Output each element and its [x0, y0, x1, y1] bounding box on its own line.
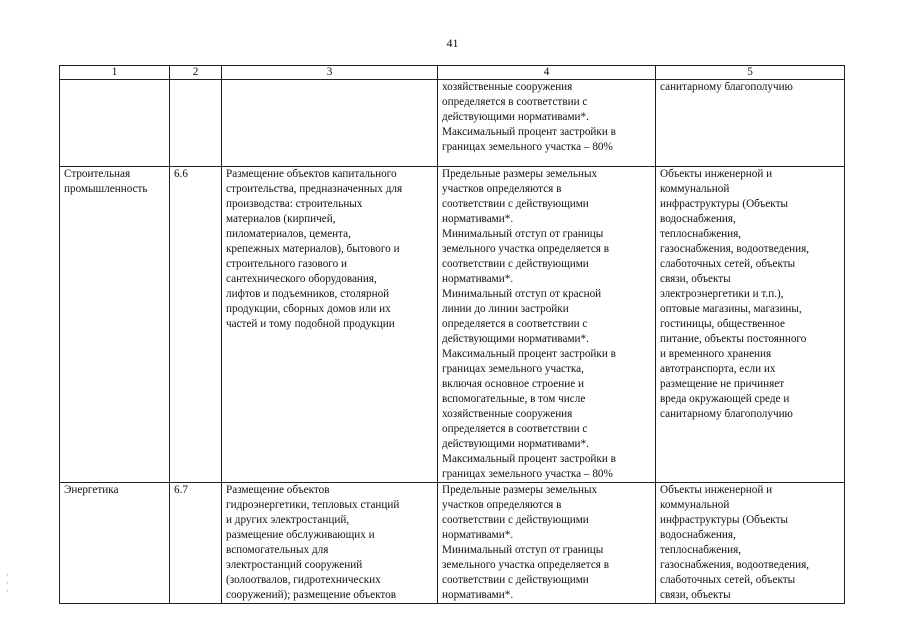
- cell-text-line: Строительная: [64, 168, 131, 180]
- cell-text-line: земельного участка определяется в: [442, 243, 610, 255]
- cell-text-line: Объекты инженерной и: [660, 168, 773, 180]
- cell-text-line: автотранспорта, если их: [660, 363, 776, 375]
- cell-text-line: 6.7: [174, 484, 188, 496]
- cell-text-line: электростанций сооружений: [226, 559, 363, 571]
- cell-use-code: [170, 483, 222, 604]
- cell-text-line: 6.6: [174, 168, 188, 180]
- cell-text-line: нормативами*.: [442, 213, 514, 225]
- cell-permitted-uses: [656, 167, 845, 483]
- cell-text-line: включая основное строение и: [442, 378, 584, 390]
- cell-text-line: участков определяются в: [442, 499, 562, 511]
- cell-text-line: Максимальный процент застройки в: [442, 126, 616, 138]
- table-row-continuation: [60, 80, 845, 167]
- cell-text-line: нормативами*.: [442, 589, 514, 601]
- cell-text-line: связи, объекты: [660, 273, 731, 285]
- cell-text-line: инфраструктуры (Объекты: [660, 514, 789, 526]
- cell-text-line: вреда окружающей среде и: [660, 393, 790, 405]
- cell-text-line: соответствии с действующими: [442, 574, 589, 586]
- cell-text-line: строительного газового и: [226, 258, 347, 270]
- cell-permitted-uses: [656, 483, 845, 604]
- cell-text-line: вспомогательные, в том числе: [442, 393, 586, 405]
- cell-text-line: материалов (кирпичей,: [226, 213, 336, 225]
- cell-text-line: и временного хранения: [660, 348, 772, 360]
- cell-text-line: сооружений); размещение объектов: [226, 589, 397, 601]
- cell-text-line: нормативами*.: [442, 529, 514, 541]
- cell-text-line: определяется в соответствии с: [442, 423, 588, 435]
- cell-text-line: участков определяются в: [442, 183, 562, 195]
- cell-text-line: сантехнического оборудования,: [226, 273, 377, 285]
- cell-text-line: Максимальный процент застройки в: [442, 348, 616, 360]
- cell-text-line: Размещение объектов: [226, 484, 330, 496]
- cell-text-line: Энергетика: [64, 484, 119, 496]
- cell-text-line: Максимальный процент застройки в: [442, 453, 616, 465]
- cell-use-code: [170, 167, 222, 483]
- cell-text-line: слаботочных сетей, объекты: [660, 258, 796, 270]
- cell-permitted-uses: [656, 80, 845, 167]
- cell-text-line: определяется в соответствии с: [442, 318, 588, 330]
- cell-text-line: теплоснабжения,: [660, 544, 742, 556]
- cell-text-line: хозяйственные сооружения: [442, 81, 573, 93]
- cell-text-line: Минимальный отступ от границы: [442, 228, 604, 240]
- cell-text-line: размещение обслуживающих и: [226, 529, 375, 541]
- cell-text-line: коммунальной: [660, 183, 730, 195]
- cell-text-line: крепежных материалов), бытового и: [226, 243, 400, 255]
- header-col-4: 4: [438, 66, 656, 80]
- cell-text-line: линии до линии застройки: [442, 303, 569, 315]
- cell-text-line: соответствии с действующими: [442, 514, 589, 526]
- cell-use-name: [60, 167, 170, 483]
- cell-text-line: границах земельного участка – 80%: [442, 468, 613, 480]
- table-row-construction-industry: [60, 167, 845, 483]
- cell-text-line: вспомогательных для: [226, 544, 329, 556]
- cell-parameters: [438, 167, 656, 483]
- header-col-2: 2: [170, 66, 222, 80]
- header-col-1: 1: [60, 66, 170, 80]
- cell-text-line: Минимальный отступ от границы: [442, 544, 604, 556]
- cell-text-line: Объекты инженерной и: [660, 484, 773, 496]
- cell-text-line: коммунальной: [660, 499, 730, 511]
- cell-use-description: [222, 483, 438, 604]
- header-row: [60, 66, 845, 80]
- cell-text-line: размещение не причиняет: [660, 378, 785, 390]
- cell-text-line: нормативами*.: [442, 273, 514, 285]
- cell-text-line: санитарному благополучию: [660, 408, 793, 420]
- cell-parameters: [438, 80, 656, 167]
- cell-text-line: Предельные размеры земельных: [442, 168, 598, 180]
- cell-text-line: лифтов и подъемников, столярной: [226, 288, 390, 300]
- cell-text-line: Предельные размеры земельных: [442, 484, 598, 496]
- cell-text-line: продукции, сборных домов или их: [226, 303, 391, 315]
- cell-use-description: [222, 80, 438, 167]
- cell-use-name: [60, 483, 170, 604]
- cell-text-line: промышленность: [64, 183, 148, 195]
- cell-text-line: соответствии с действующими: [442, 258, 589, 270]
- cell-text-line: определяется в соответствии с: [442, 96, 588, 108]
- cell-text-line: земельного участка определяется в: [442, 559, 610, 571]
- cell-text-line: действующими нормативами*.: [442, 111, 589, 123]
- cell-text-line: оптовые магазины, магазины,: [660, 303, 802, 315]
- header-col-3: 3: [222, 66, 438, 80]
- cell-text-line: связи, объекты: [660, 589, 731, 601]
- cell-text-line: границах земельного участка,: [442, 363, 584, 375]
- cell-text-line: и других электростанций,: [226, 514, 350, 526]
- header-col-5: 5: [656, 66, 845, 80]
- cell-text-line: слаботочных сетей, объекты: [660, 574, 796, 586]
- cell-text-line: частей и тому подобной продукции: [226, 318, 395, 330]
- table-row-energy: [60, 483, 845, 604]
- cell-text-line: Минимальный отступ от красной: [442, 288, 602, 300]
- cell-use-code: [170, 80, 222, 167]
- cell-use-description: [222, 167, 438, 483]
- cell-text-line: (золоотвалов, гидротехнических: [226, 574, 381, 586]
- cell-text-line: производства: строительных: [226, 198, 363, 210]
- page-number: 41: [446, 36, 459, 50]
- cell-text-line: электроэнергетики и т.п.),: [660, 288, 784, 300]
- cell-use-name: [60, 80, 170, 167]
- scan-edge-marks: · · ·: [6, 571, 9, 596]
- cell-text-line: хозяйственные сооружения: [442, 408, 573, 420]
- cell-text-line: границах земельного участка – 80%: [442, 141, 613, 153]
- cell-text-line: газоснабжения, водоотведения,: [660, 559, 810, 571]
- cell-text-line: питание, объекты постоянного: [660, 333, 807, 345]
- cell-text-line: гостиницы, общественное: [660, 318, 785, 330]
- cell-text-line: водоснабжения,: [660, 529, 736, 541]
- cell-text-line: гидроэнергетики, тепловых станций: [226, 499, 400, 511]
- cell-text-line: водоснабжения,: [660, 213, 736, 225]
- cell-text-line: строительства, предназначенных для: [226, 183, 403, 195]
- cell-text-line: действующими нормативами*.: [442, 438, 589, 450]
- cell-text-line: санитарному благополучию: [660, 81, 793, 93]
- cell-text-line: газоснабжения, водоотведения,: [660, 243, 810, 255]
- cell-text-line: инфраструктуры (Объекты: [660, 198, 789, 210]
- cell-text-line: пиломатериалов, цемента,: [226, 228, 351, 240]
- zoning-table: [59, 65, 845, 604]
- cell-text-line: соответствии с действующими: [442, 198, 589, 210]
- cell-text-line: действующими нормативами*.: [442, 333, 589, 345]
- cell-text-line: Размещение объектов капитального: [226, 168, 397, 180]
- cell-parameters: [438, 483, 656, 604]
- cell-text-line: теплоснабжения,: [660, 228, 742, 240]
